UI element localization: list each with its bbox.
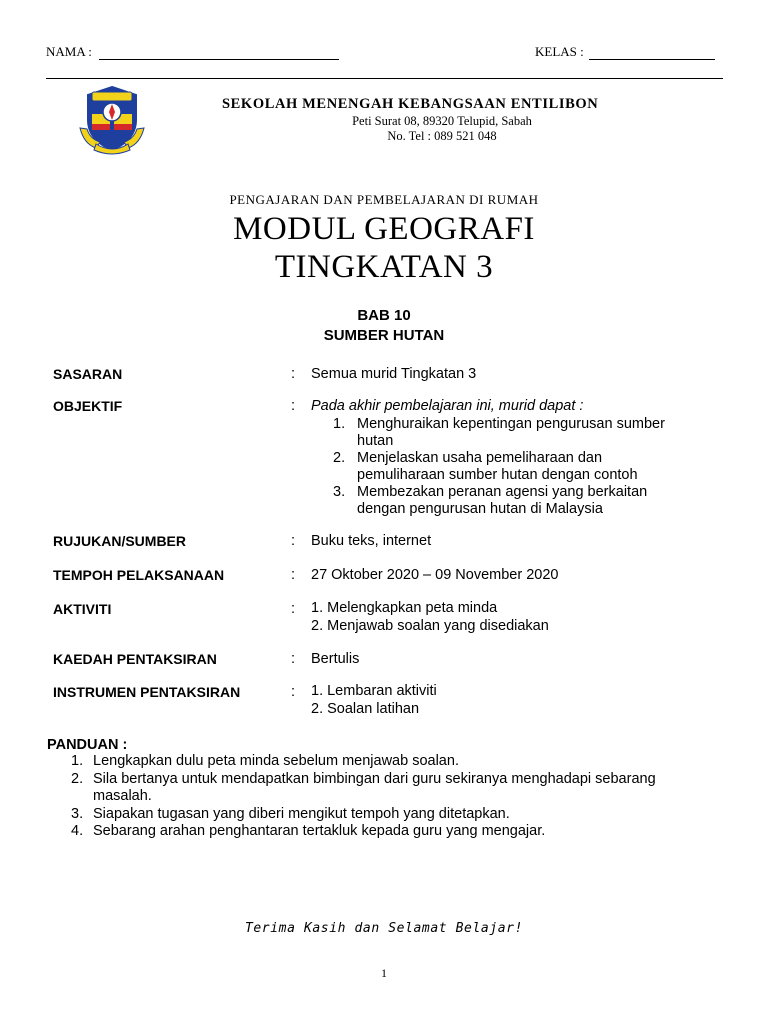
list-item: 3. Membezakan peranan agensi yang berkaitan dengan pengurusan hutan di Malaysia [333, 484, 648, 517]
instrumen-list [311, 683, 437, 718]
name-input-line[interactable] [99, 47, 339, 60]
module-subtitle: PENGAJARAN DAN PEMBELAJARAN DI RUMAH [229, 192, 539, 207]
school-crest-icon [76, 84, 148, 156]
list-item: 1. Melengkapkan peta minda [311, 600, 498, 616]
objektif-list [333, 416, 723, 518]
sasaran-value: Semua murid Tingkatan 3 [311, 366, 477, 382]
list-item: 1. Lembaran aktiviti [311, 683, 437, 699]
list-item: 2. Menjawab soalan yang disediakan [311, 617, 549, 634]
name-field [46, 44, 339, 60]
school-name: SEKOLAH MENENGAH KEBANGSAAN ENTILIBON [222, 96, 599, 112]
school-logo [76, 84, 148, 156]
list-item: 1. Lengkapkan dulu peta minda sebelum menjawab soalan. [71, 753, 459, 769]
list-item: 3. Siapakan tugasan yang diberi mengikut tempoh yang ditetapkan. [71, 805, 510, 822]
name-label: NAMA : [46, 44, 92, 59]
colon: : [291, 684, 296, 700]
closing-message: Terima Kasih dan Selamat Belajar! [244, 921, 524, 936]
instrumen-label: INSTRUMEN PENTAKSIRAN [53, 684, 241, 700]
panduan-title: PANDUAN : [47, 737, 128, 753]
colon: : [291, 567, 296, 583]
tempoh-value: 27 Oktober 2020 – 09 November 2020 [311, 567, 559, 583]
colon: : [291, 533, 296, 549]
colon: : [291, 398, 296, 414]
rujukan-value: Buku teks, internet [311, 533, 432, 549]
sasaran-label: SASARAN [53, 366, 123, 382]
panduan-list [71, 753, 731, 841]
school-phone: No. Tel : 089 521 048 [387, 129, 497, 143]
class-label: KELAS : [535, 44, 584, 59]
list-item: 2. Menjelaskan usaha pemeliharaan dan pemuliharaan sumber hutan dengan contoh [333, 450, 638, 483]
list-item: 2. Sila bertanya untuk mendapatkan bimbingan dari guru sekiranya menghadapi sebarang masalah. [71, 770, 656, 804]
module-title: MODUL GEOGRAFI [233, 211, 535, 247]
chapter-number: BAB 10 [357, 307, 411, 324]
aktiviti-label: AKTIVITI [53, 601, 112, 617]
colon: : [291, 366, 296, 382]
chapter-title: SUMBER HUTAN [323, 327, 445, 344]
header-divider [46, 78, 723, 79]
module-grade: TINGKATAN 3 [274, 249, 494, 285]
objektif-label: OBJEKTIF [53, 398, 123, 414]
colon: : [291, 601, 296, 617]
kaedah-label: KAEDAH PENTAKSIRAN [53, 651, 217, 667]
rujukan-label: RUJUKAN/SUMBER [53, 533, 187, 549]
class-field [535, 44, 715, 60]
list-item: 2. Soalan latihan [311, 700, 420, 717]
list-item: 4. Sebarang arahan penghantaran tertakluk kepada guru yang mengajar. [71, 823, 546, 839]
colon: : [291, 651, 296, 667]
tempoh-label: TEMPOH PELAKSANAAN [53, 567, 225, 583]
objektif-intro: Pada akhir pembelajaran ini, murid dapat : [311, 398, 584, 414]
page-number: 1 [381, 966, 387, 980]
class-input-line[interactable] [589, 47, 715, 60]
kaedah-value: Bertulis [311, 651, 360, 667]
list-item: 1. Menghuraikan kepentingan pengurusan sumber hutan [333, 416, 665, 449]
aktiviti-list [311, 600, 549, 635]
school-address: Peti Surat 08, 89320 Telupid, Sabah [352, 114, 532, 128]
